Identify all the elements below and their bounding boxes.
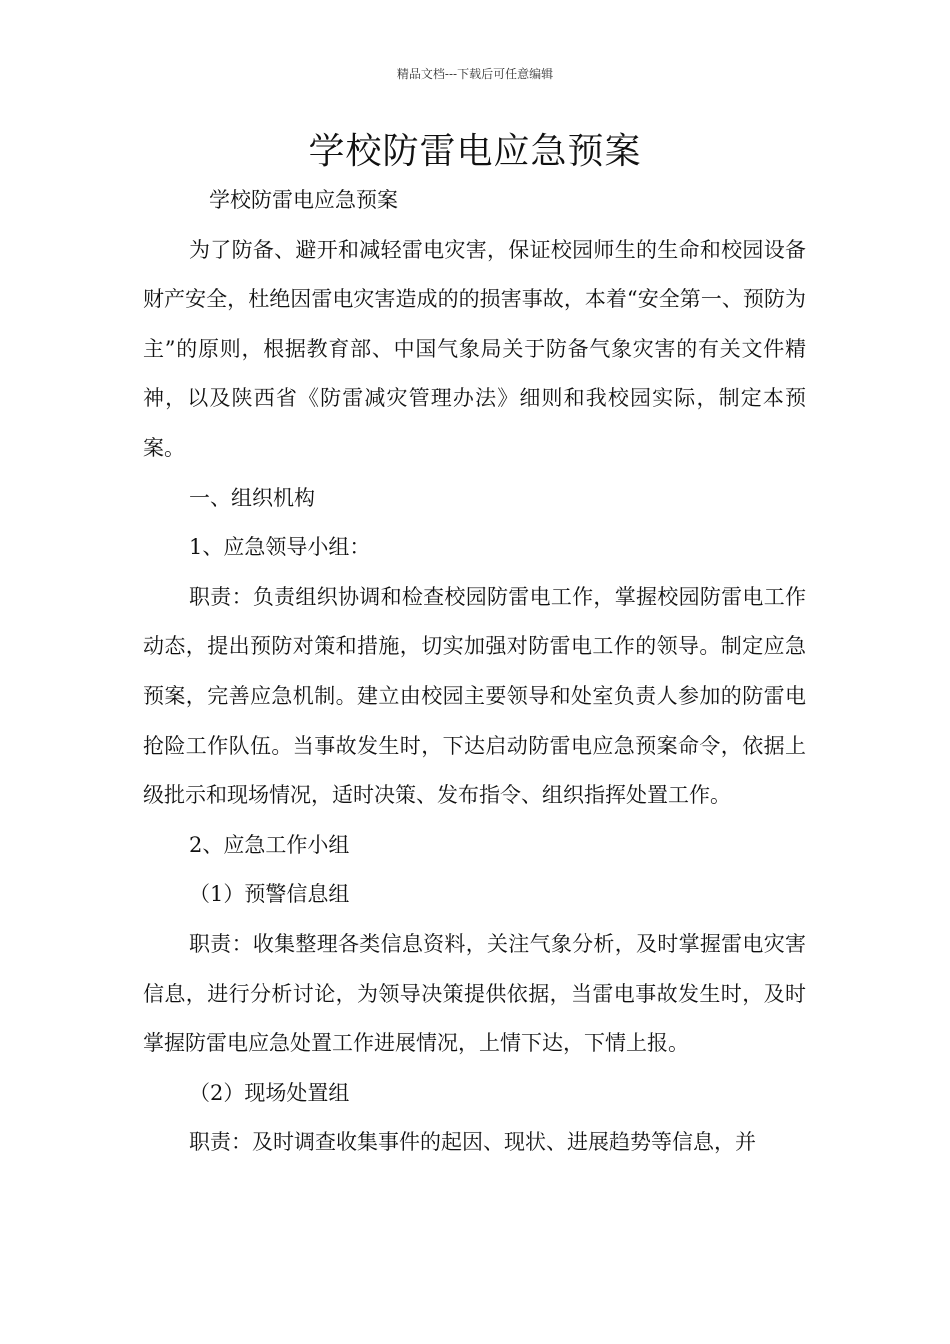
document-body [143,176,806,1168]
subtitle-paragraph: 学校防雷电应急预案 [209,188,398,212]
intro-paragraph: 为了防备、避开和减轻雷电灾害，保证校园师生的生命和校园设备财产安全，杜绝因雷电灾害造成的的损害事故，本着“安全第一、预防为主”的原则，根据教育部、中国气象局关于防备气象灾害的有关文件精神，以及陕西省《防雷减灾管理办法》细则和我校园实际，制定本预案。 [143,237,806,460]
leadership-duties-paragraph: 职责：负责组织协调和检查校园防雷电工作，掌握校园防雷电工作动态，提出预防对策和措施，切实加强对防雷电工作的领导。制定应急预案，完善应急机制。建立由校园主要领导和处室负责人参加的防雷电抢险工作队伍。当事故发生时，下达启动防雷电应急预案命令，依据上级批示和现场情况，适时决策、发布指令、组织指挥处置工作。 [143,584,806,808]
warning-info-duties-paragraph: 职责：收集整理各类信息资料，关注气象分析，及时掌握雷电灾害信息，进行分析讨论，为领导决策提供依据，当雷电事故发生时，及时掌握防雷电应急处置工作进展情况，上情下达，下情上报。 [143,931,806,1056]
header-note: 精品文档---下载后可任意编辑 [396,67,554,81]
onsite-handling-duties-paragraph: 职责：及时调查收集事件的起因、现状、进展趋势等信息，并 [189,1130,756,1155]
group-heading-warning-info: （1）预警信息组 [189,882,350,907]
subsection-heading-leadership: 1、应急领导小组： [189,535,371,560]
group-heading-onsite-handling: （2）现场处置组 [189,1080,350,1105]
document-title: 学校防雷电应急预案 [308,131,642,172]
section-heading-organization: 一、组织机构 [189,485,315,510]
subsection-heading-work-groups: 2、应急工作小组 [189,832,350,857]
